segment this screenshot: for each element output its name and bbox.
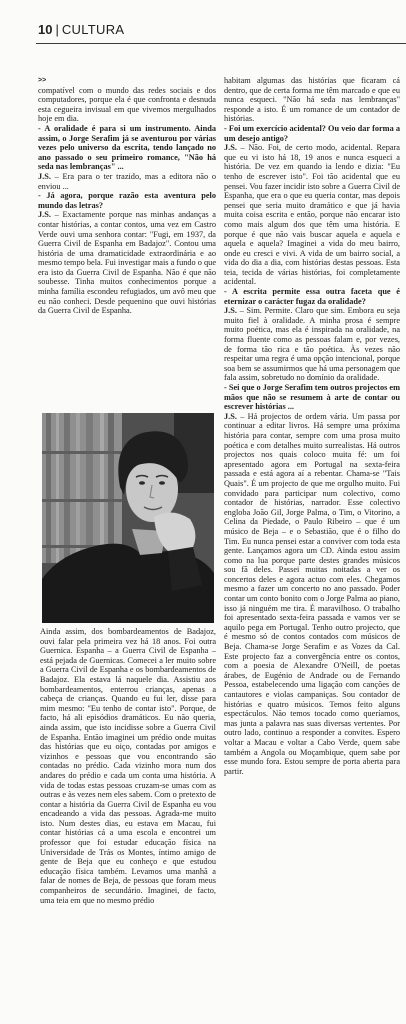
- interview-question: - Foi um exercício acidental? Ou veio dar forma a um desejo antigo?: [224, 123, 400, 143]
- interview-answer: [224, 412, 400, 777]
- page-number: 10: [38, 22, 53, 37]
- left-column-bottom: [40, 627, 216, 1004]
- portrait-photo: [42, 413, 214, 623]
- speaker-label: J.S.: [38, 210, 51, 220]
- page-header: [38, 22, 124, 38]
- body-paragraph: compatível com o mundo das redes sociais e dos computadores, porque ela é que confronta e desnuda esta cegueira invisual em que vivemos mergulhados hoje em dia.: [38, 85, 216, 124]
- body-paragraph: Ainda assim, dos bombardeamentos de Badajoz, ouvi falar pela primeira vez há 18 anos. Foi outra Guernica. Espanha – a Guerra Civil de Espanha – está pejada de Guernicas. Comecei a ler muito sobre a Guerra Civil de Espanha e os bombardeamentos de Badajoz. Ela estava lá naquele dia. Assistiu aos bombardeamentos, enterrou crianças, apenas a cabeça de crianças. Quando eu fui ler, disse para mim mesmo: "Eu tenho de contar isto". Porque, de facto, há ali episódios dramáticos. Eu não queria, ainda assim, que isto incidisse sobre a Guerra Civil de Espanha. Então imaginei um prédio onde muitas das histórias que eu oiço, contadas por amigos e vizinhos e pessoas que vou encontrando são contadas no prédio. Cada vizinho mora num dos andares do prédio e cada um conta uma história. A vida de todas estas pessoas cruzam-se umas com as outras e às vezes nem eles sabem. Com o pretexto de contar a história da Guerra Civil de Espanha eu vou encadeando a vida das pessoas. Agrada-me muito isto. Num destes dias, eu estava em Macau, fui contar histórias cá a uma escola e encontrei um professor que foi estudar educação física na Universidade de Trás os Montes, íntimo amigo de gente de Beja que eu conheço e que estudou educação física também. Levamos uma manhã a falar de nomes de Beja, de pessoas que foram meus companheiros de secundário. Imaginei, de facto, uma teia em que no mesmo prédio: [40, 627, 216, 905]
- answer-text: – Há projectos de ordem vária. Um passa por continuar a editar livros. Há sempre uma próxima história para contar, sempre com uma prosa muito poética e com detalhes muito surrealistas. Há outros projectos nos quais coloco muita fé: um foi apresentado agora em Portugal na sexta-feira passada e está agora aí a rebentar. Chama-se "Tais Quais". É um projecto de que me orgulho muito. Fui convidado para participar num colectivo, como contador de histórias, narrador. Esse colectivo engloba João Gil, Jorge Palma, o Tim, o Vitorino, a Celina da Piedade, o Paulo Ribeiro – que é um músico de Beja – e o Sebastião, que é o filho do Tim. Eu nunca pensei estar a conviver com toda esta gente. Lançamos agora um CD. Ainda estou assim como na lua porque parte destes grandes músicos sou fã deles. Passei muitas noitadas a ver os concertos deles e agora actuo com eles. Chegamos mesmo a fazer um concerto no ano passado. Poder contar um conto bonito com o Jorge Palma ao piano, isso já ninguém me tira. É maravilhoso. O trabalho foi apresentado sexta-feira passada e vamos ver se aquilo pega em Portugal. Tenho outro projecto, que é mesmo só de contos contados com músicos de Beja. Chama-se Jorge Serafim e as Vozes da Cal. Este projecto faz a convergência entre os contos, com a poesia de Alexandre O'Neill, de poetas árabes, de Eugénio de Andrade ou de Fernando Pessoa, estabelecendo uma ligação com canções de cantautores e violas campaniças. Sou contador de histórias e quatro músicos. Temos feito alguns espectáculos. Não temos tocado como queríamos, mas junta a palavra nas suas diversas vertentes. Por outro lado, continuo a responder a convites. Espero voltar a Macau e voltar a Cabo Verde, quem sabe também a Angola ou Moçambique, quem sabe por esse mundo fora. Estou sempre de porta aberta para partir.: [224, 411, 400, 776]
- answer-text: – Exactamente porque nas minhas andanças a contar histórias, a contar contos, uma vez em Castro Verde ouvi uma senhora contar: "Fugi, em 1937, da Guerra Civil de Espanha em Badajoz". Contou uma história de uma dramaticidade extraordinária e ao mesmo tempo bela. Fui investigar mais a fundo o que era isto da Guerra Civil de Espanha. Não é que não soubesse. Tinha muitos conhecimentos porque a minha família escondeu refugiados, um avô meu que eu não conheci. Desde pequenino que ouvi histórias da Guerra Civil de Espanha.: [38, 210, 216, 316]
- header-separator: |: [55, 22, 59, 37]
- portrait-image: [42, 413, 214, 623]
- interview-question: - Já agora, porque razão esta aventura pelo mundo das letras?: [38, 191, 216, 210]
- interview-question: - A escrita permite essa outra faceta que é eternizar o carácter fugaz da oralidade?: [224, 287, 400, 306]
- interview-answer: [38, 172, 216, 191]
- continuation-mark: >>: [38, 77, 47, 84]
- bookshelf-background: [42, 413, 122, 563]
- answer-text: – Não. Foi, de certo modo, acidental. Repara que eu vi isto há 18, 19 anos e nunca esqueci a história. De vez em quando ia lendo e dizia: "Eu tenho de escrever isto". Foi tão acidental que eu pensei. Vou fazer incidir isto sobre a Guerra Civil de Espanha, que era o que eu queria contar, mas depois pensei que seria muito dramático e que já havia muita coisa escrita e então, porque não encarar isto como mais algum dos que têm uma história. E porque é que não vais buscar aquela e aquela e aquela e aquela? Imaginei a vida do meu bairro, onde eu cresci e vivi. A vida de um bairro social, a vida do dia a dia, com histórias destas pessoas. Esta teia, tecida de várias histórias, foi completamente acidental.: [224, 143, 400, 287]
- body-paragraph: habitam algumas das histórias que ficaram cá dentro, que de certa forma me têm marcado e que eu nunca esqueci. "Não há seda nas lembranças" responde a isto. É um romance de um contador de histórias.: [224, 76, 400, 124]
- answer-text: – Era para o ter trazido, mas a editora não o enviou ...: [38, 171, 216, 191]
- section-title: CULTURA: [61, 22, 125, 37]
- interview-answer: [38, 210, 216, 316]
- interview-answer: [224, 306, 400, 383]
- answer-text: – Sim. Permite. Claro que sim. Embora eu seja muito fiel à oralidade. A minha prosa é sempre muito poética, mas ela é inspirada na oralidade, na forma fluente como as pessoas falam e, por vezes, de forma tão rica e tão poética. Às vezes não respeitar uma regra é uma opção intencional, porque soa bem se assumirmos que há uma personagem que fala assim, sobretudo no domínio da oralidade.: [224, 306, 400, 383]
- left-column-top: [38, 76, 216, 410]
- interview-answer: [224, 143, 400, 287]
- speaker-label: J.S.: [224, 411, 237, 421]
- speaker-label: J.S.: [224, 306, 237, 316]
- speaker-label: J.S.: [224, 143, 237, 153]
- interview-question: - Sei que o Jorge Serafim tem outros projectos em mãos que não se resumem à arte de contar ou escrever histórias ...: [224, 383, 400, 412]
- interview-question: - A oralidade é para si um instrumento. Ainda assim, o Jorge Serafim já se aventurou por várias vezes pelo universo da escrita, tendo lançado no ano passado o seu primeiro romance, "Não há seda nas lembranças" ...: [38, 123, 216, 172]
- right-column: [224, 76, 400, 1004]
- header-rule: [36, 43, 406, 44]
- speaker-label: J.S.: [38, 171, 51, 181]
